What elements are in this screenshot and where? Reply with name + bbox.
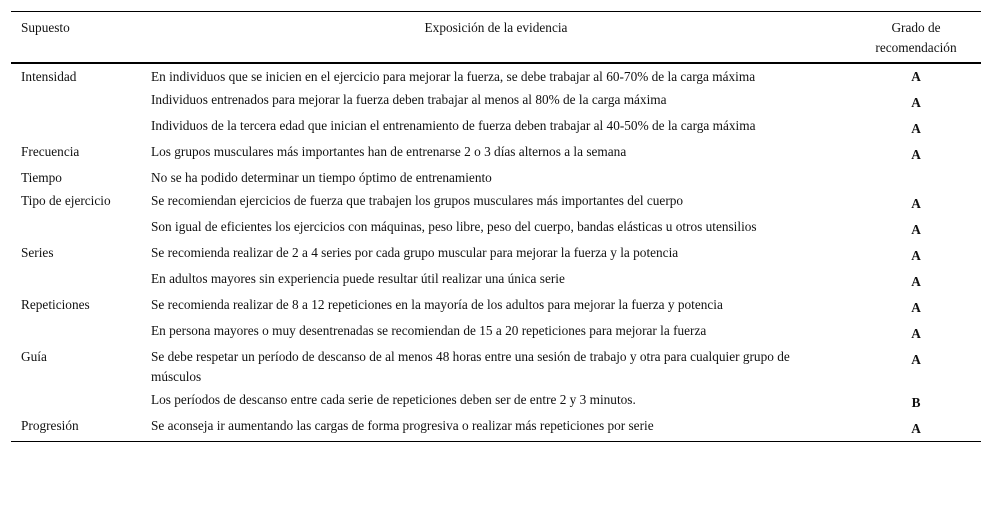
supuesto-cell	[11, 115, 141, 141]
evidencia-cell: En adultos mayores sin experiencia puede resultar útil realizar una única serie	[151, 271, 565, 286]
evidencia-cell: Se debe respetar un período de descanso de al menos 48 horas entre una sesión de trabajo y otra para cualquier grupo de músculos	[151, 349, 790, 384]
evidencia-cell: Los períodos de descanso entre cada serie de repeticiones deben ser de entre 2 y 3 minutos.	[151, 392, 636, 407]
grado-cell: A	[911, 300, 921, 315]
table-row	[11, 141, 981, 167]
table-row	[11, 115, 981, 141]
grado-cell: A	[911, 326, 921, 341]
table-row	[11, 63, 981, 89]
table-row	[11, 89, 981, 115]
evidencia-cell: En individuos que se inicien en el ejercicio para mejorar la fuerza, se debe trabajar al 60-70% de la carga máxima	[151, 69, 756, 84]
table-row	[11, 346, 981, 389]
supuesto-cell: Guía	[21, 349, 47, 364]
grado-cell: B	[911, 395, 921, 410]
supuesto-cell: Tiempo	[21, 170, 62, 185]
supuesto-cell	[11, 216, 141, 242]
grado-cell: A	[911, 421, 921, 436]
evidencia-cell: Se recomiendan ejercicios de fuerza que trabajen los grupos musculares más importantes del cuerpo	[151, 193, 684, 208]
supuesto-cell: Repeticiones	[21, 297, 90, 312]
supuesto-cell	[11, 268, 141, 294]
grado-cell: A	[911, 274, 921, 289]
evidence-table	[11, 11, 981, 442]
table-row	[11, 415, 981, 442]
supuesto-cell: Progresión	[21, 418, 79, 433]
evidencia-cell: Se recomienda realizar de 2 a 4 series por cada grupo muscular para mejorar la fuerza y la potencia	[151, 245, 679, 260]
table-row	[11, 216, 981, 242]
header-exposicion: Exposición de la evidencia	[424, 20, 568, 35]
supuesto-cell: Intensidad	[21, 69, 77, 84]
evidencia-cell: Individuos entrenados para mejorar la fuerza deben trabajar al menos al 80% de la carga máxima	[151, 92, 667, 107]
supuesto-cell: Tipo de ejercicio	[21, 193, 111, 208]
grado-cell: A	[911, 352, 921, 367]
table-row	[11, 242, 981, 268]
table-row	[11, 389, 981, 415]
grado-cell	[851, 167, 981, 190]
table-row	[11, 190, 981, 216]
grado-cell: A	[911, 248, 921, 263]
table-row	[11, 320, 981, 346]
supuesto-cell	[11, 320, 141, 346]
supuesto-cell: Series	[21, 245, 54, 260]
supuesto-cell: Frecuencia	[21, 144, 80, 159]
table-row	[11, 294, 981, 320]
grado-cell: A	[911, 147, 921, 162]
supuesto-cell	[11, 89, 141, 115]
table-header-row	[11, 12, 981, 64]
header-supuesto: Supuesto	[21, 20, 70, 35]
grado-cell: A	[911, 121, 921, 136]
table-row	[11, 167, 981, 190]
evidencia-cell: En persona mayores o muy desentrenadas se recomiendan de 15 a 20 repeticiones para mejorar la fuerza	[151, 323, 707, 338]
supuesto-cell	[11, 389, 141, 415]
evidencia-cell: Se recomienda realizar de 8 a 12 repeticiones en la mayoría de los adultos para mejorar la fuerza y potencia	[151, 297, 723, 312]
grado-cell: A	[911, 69, 921, 84]
evidencia-cell: Individuos de la tercera edad que inician el entrenamiento de fuerza deben trabajar al 40-50% de la carga máxima	[151, 118, 756, 133]
grado-cell: A	[911, 196, 921, 211]
grado-cell: A	[911, 222, 921, 237]
evidencia-cell: No se ha podido determinar un tiempo óptimo de entrenamiento	[151, 170, 492, 185]
table-row	[11, 268, 981, 294]
evidencia-cell: Son igual de eficientes los ejercicios con máquinas, peso libre, peso del cuerpo, bandas elásticas u otros utensilios	[151, 219, 757, 234]
evidencia-cell: Se aconseja ir aumentando las cargas de forma progresiva o realizar más repeticiones por serie	[151, 418, 654, 433]
grado-cell: A	[911, 95, 921, 110]
evidencia-cell: Los grupos musculares más importantes han de entrenarse 2 o 3 días alternos a la semana	[151, 144, 627, 159]
header-grado: Grado de recomendación	[875, 20, 957, 55]
